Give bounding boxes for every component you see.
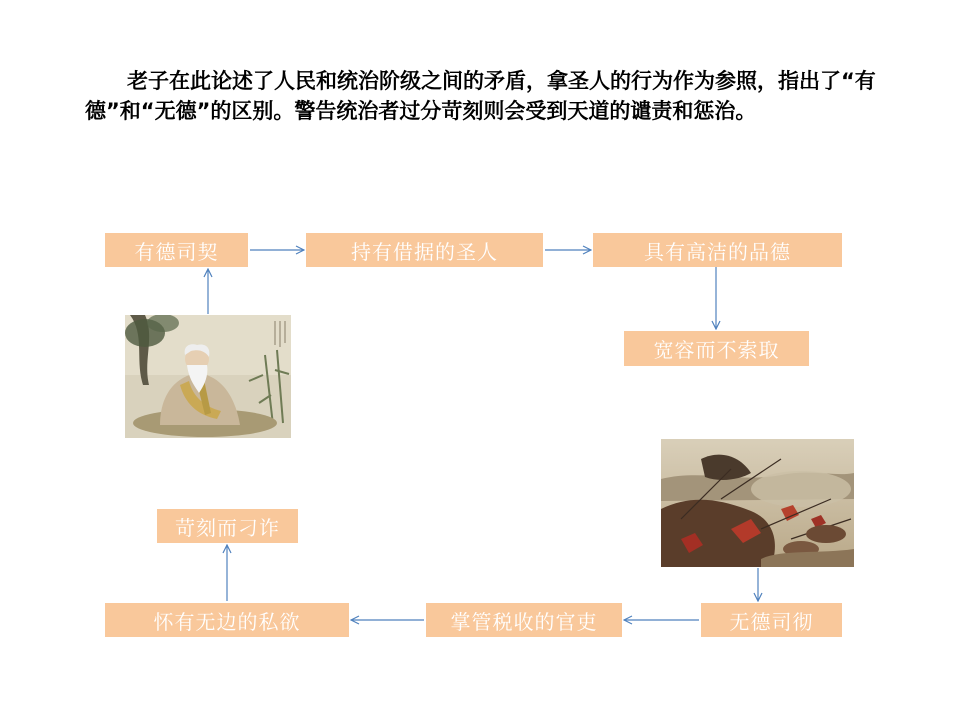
intro-paragraph: 老子在此论述了人民和统治阶级之间的矛盾，拿圣人的行为作为参照，指出了“有德”和“无德”的区别。警告统治者过分苛刻则会受到天道的谴责和惩治。 [85,69,876,123]
node-youde-siqi: 有德司契 [105,233,248,267]
node-kuanrong: 宽容而不索取 [624,331,809,366]
node-gaojie: 具有高洁的品德 [593,233,842,267]
node-chi-jieju: 持有借据的圣人 [306,233,543,267]
node-guanli: 掌管税收的官吏 [426,603,622,637]
laozi-painting [125,315,291,438]
node-siyu: 怀有无边的私欲 [105,603,349,637]
node-wude-siche: 无德司彻 [701,603,842,637]
node-kekebei: 苛刻而刁诈 [157,509,298,543]
battle-painting [661,439,854,567]
